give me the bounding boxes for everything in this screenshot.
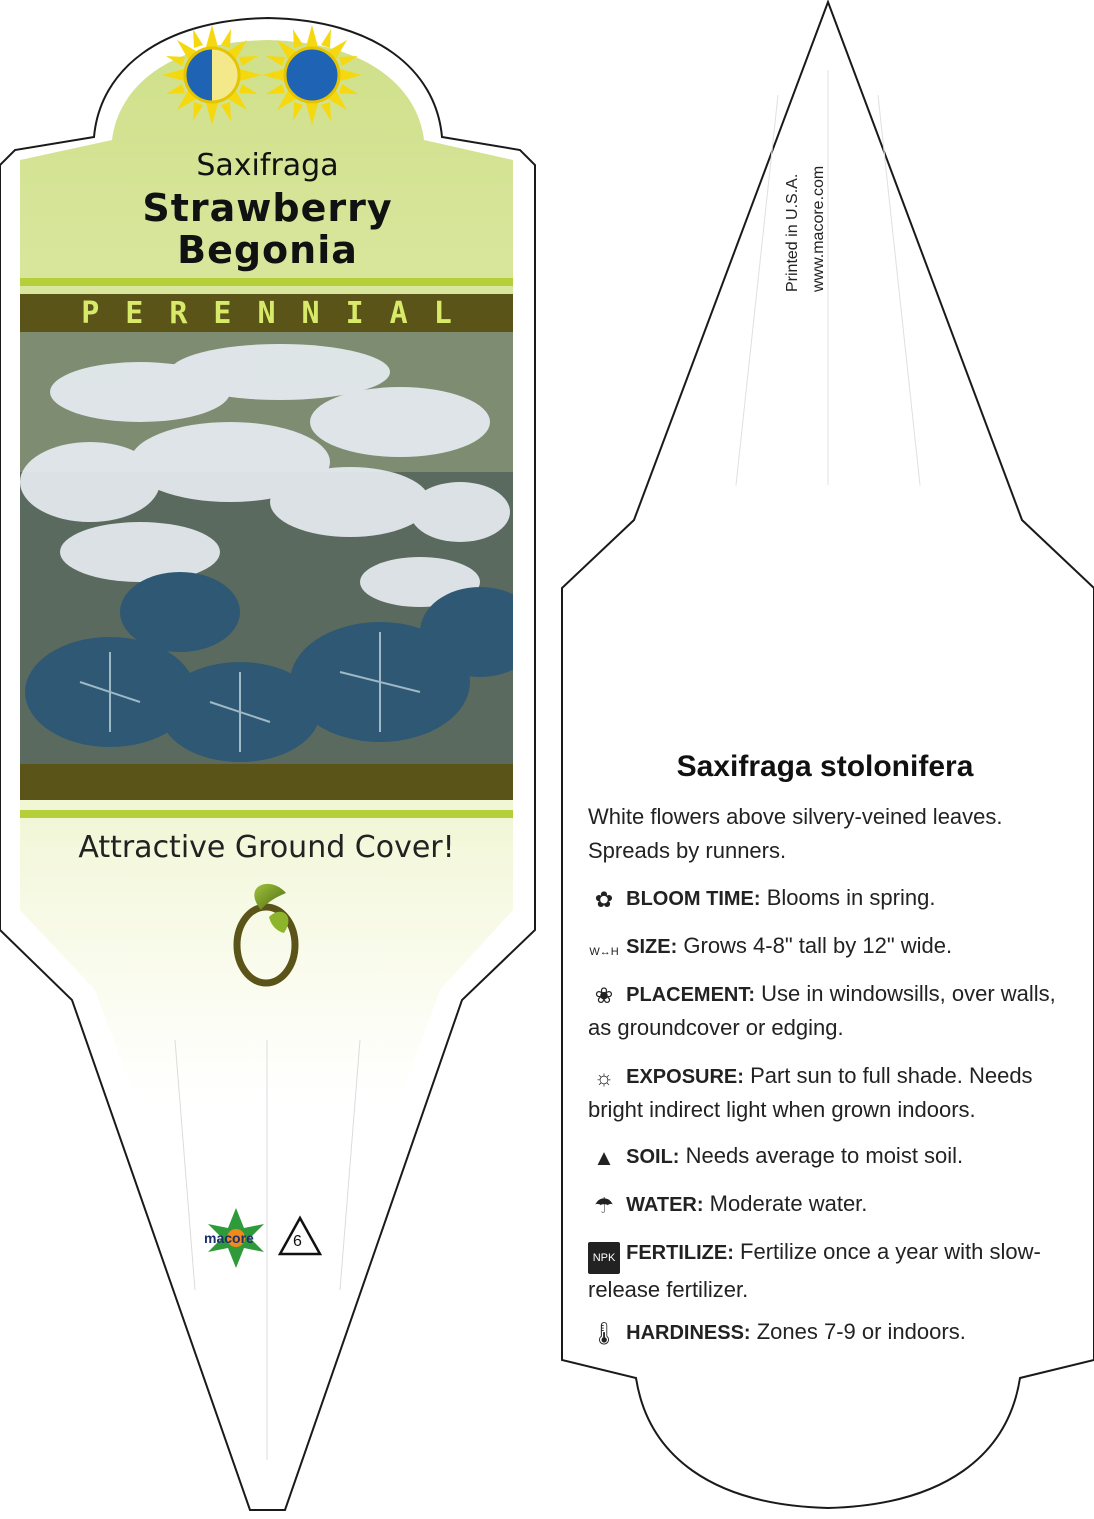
info-bloom-time [588,882,1068,916]
part-sun-icon [162,25,262,125]
info-hardiness [588,1316,1068,1350]
info-water [588,1188,1068,1222]
info-text: Needs average to moist soil. [685,1143,964,1168]
flower-icon: ✿ [594,887,614,912]
watering-can-icon: ☂ [594,1193,614,1218]
info-placement [588,978,1068,1044]
scientific-name: Saxifraga stolonifera [676,750,974,783]
info-label: SOIL: [626,1146,680,1168]
info-label: FERTILIZE: [626,1242,734,1264]
info-text: Zones 7-9 or indoors. [756,1319,966,1344]
info-exposure [588,1060,1068,1126]
description: White flowers above silvery-veined leaves. Spreads by runners. [588,804,1003,863]
plant-photo [20,332,513,764]
common-name-line1: Strawberry [142,186,393,230]
info-label: WATER: [626,1194,704,1216]
info-label: PLACEMENT: [626,984,756,1006]
photo-bottom-band [20,764,513,800]
info-text: Grows 4-8" tall by 12" wide. [683,933,953,958]
brand-name: macore [204,1230,254,1246]
sun-outline-icon: ☼ [593,1065,615,1090]
genus-name: Saxifraga [196,148,339,183]
soil-mound-icon: ▲ [593,1145,615,1170]
category-banner: PERENNIAL [20,294,513,332]
bottom-green-rule [20,810,513,818]
info-label: EXPOSURE: [626,1066,744,1088]
npk-bag-icon: NPK [588,1242,620,1274]
placement-plant-icon: ❀ [594,983,614,1008]
info-text: Moderate water. [709,1191,868,1216]
website: www.macore.com [810,165,827,292]
info-soil [588,1140,1068,1174]
thermometer-icon: 🌡 [590,1321,618,1346]
info-fertilize [588,1236,1068,1306]
printed-info [780,62,840,292]
tagline: Attractive Ground Cover! [78,830,455,865]
size-arrows-icon: W↔H [589,946,619,958]
printed-in: Printed in U.S.A. [784,173,801,292]
info-label: HARDINESS: [626,1322,751,1344]
info-text: Blooms in spring. [766,885,936,910]
info-size [588,930,1068,968]
plant-photo-illustration [20,332,513,764]
full-shade-icon [262,25,362,125]
info-text: Fertilize once a year with slow-release fertilizer. [588,1239,1041,1302]
recycle-code: 6 [293,1233,302,1250]
info-label: BLOOM TIME: [626,888,761,910]
common-name-line2: Begonia [177,228,358,272]
info-text: Use in windowsills, over walls, as groundcover or edging. [588,981,1056,1040]
top-green-rule [20,278,513,286]
info-label: SIZE: [626,936,678,958]
info-text: Part sun to full shade. Needs bright indirect light when grown indoors. [588,1063,1033,1122]
